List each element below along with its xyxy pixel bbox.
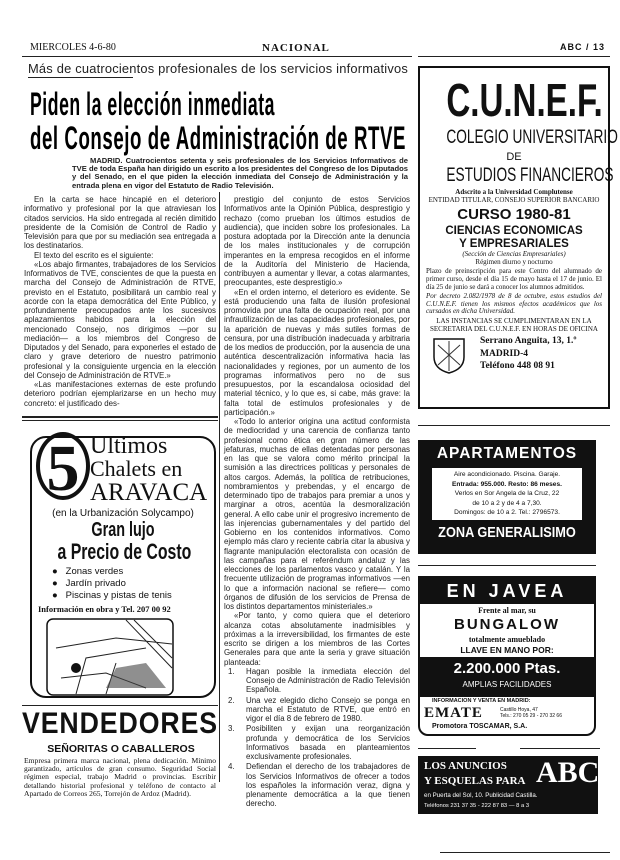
- ad-separator: [22, 416, 218, 418]
- cunef-address-block: [480, 335, 577, 373]
- ad-separator: [418, 748, 476, 749]
- article-kicker: Más de cuatrocientos profesionales de los servicios informativos: [28, 61, 408, 76]
- paragraph: «En el orden interno, el deterioro es evidente. Se está produciendo una falta de ilusión profesional promovida por una falta de ocupación real, por una infrautilización de las capacidades profesionales, por la aparición de nuevas y más sutiles formas de censura, por una distribución inadecuada y arbitraria de los medios de producción, por la ausencia de una auténtica descentralización informativa hacia las nacionalidades y regiones, por un aumento de los programas informativos pero no de sus presupuestos, por la escandalosa ociosidad del material técnico, y lo que es, si cabe, más grave: la falta total de estímulos profesionales y de participación.»: [224, 287, 410, 417]
- cunef-regimen: Régimen diurno y nocturno: [475, 257, 553, 266]
- ad-separator: [22, 705, 218, 706]
- list-item: 1. Hagan posible la inmediata elección del Consejo de Administración de Radio Televisión Española.: [228, 666, 410, 695]
- location-map-image: [46, 618, 174, 696]
- apartamentos-ad: [418, 440, 596, 554]
- paragraph: «Las manifestaciones externas de este profundo deterioro podrían ejemplarizarse en un hecho muy concreto: el justificado des-: [24, 380, 216, 408]
- list-item: 3. Posibiliten y exijan una reorganización profunda y democrática de los Servicios Informativos basada en planteamientos exclusivamente profesionales.: [228, 724, 410, 761]
- abc-anuncios-ad: [418, 756, 598, 814]
- cunef-phone: Teléfono 448 08 91: [480, 361, 555, 372]
- cunef-address: Serrano Anguita, 13, 1.º: [480, 336, 577, 347]
- ad-subtitle: (en la Urbanización Solycampo): [52, 508, 194, 519]
- headline-line2: del Consejo de Administración de RTVE: [30, 120, 406, 156]
- section-name: NACIONAL: [262, 42, 330, 54]
- abc-ad-address: en Puerta del Sol, 10. Publicidad Castilla.: [424, 792, 538, 799]
- paragraph: El texto del escrito es el siguiente:: [34, 250, 154, 260]
- paragraph: «Todo lo anterior origina una actitud conformista de mediocridad y una carencia de confianza tanto profesional como ética en gran número de las jefaturas, muchas de ellas detentadas por personas en las que se valora como mérito principal la sumisión a las directrices políticas y personales de altos cargos. Además, la política de retribuciones, nombramientos y prebendas, y el encargo de determinado tipo de trabajos para premiar a unos y marginar a otros, acentúa la desmoralización general. A ello cabe unir el progresivo incremento de las injerencias gubernamentales y del partido del Gobierno en los contenidos informativos. Como ejemplo más claro y reciente cabría citar la abusiva y flagrante manipulación electoralista con ocasión de las campañas para el referéndum andaluz y las elecciones de los parlamentos vasco y catalán. Y la frecuente utilización de programas informativos —en lo que a información nacional se refiere— como órganos de difusión de los servicios de Prensa de los distintos departamentos ministeriales.»: [224, 417, 410, 611]
- abc-ad-phones: Teléfonos 231 37 35 - 222 87 83 — 8 a 3: [424, 803, 530, 809]
- mate-logo: EMATE: [424, 705, 483, 721]
- abc-ad-line: Y ESQUELAS PARA: [424, 775, 526, 787]
- abc-ad-line: LOS ANUNCIOS: [424, 760, 507, 772]
- article-column-2: [224, 195, 410, 809]
- javea-bungalow: BUNGALOW: [454, 616, 560, 633]
- vendedores-subtitle: SEÑORITAS O CABALLEROS: [47, 743, 195, 755]
- cunef-contact-row: [426, 335, 602, 375]
- cunef-entidad: ENTIDAD TITULAR, CONSEJO SUPERIOR BANCARIO: [428, 195, 600, 204]
- cunef-line: ESTUDIOS FINANCIEROS: [446, 165, 614, 186]
- paragraph: prestigio del conjunto de estos Servicios Informativos ante la Opinión Pública, desprestigio y rechazo (como prueban los últimos estudios de audiencia), que inciden sobre los profesionales. La postura adoptada por la Dirección ante la denuncia de los males institucionales y de corrupción imperantes en la empresa recogidos en el informe de la Auditoría del Ministerio de Hacienda, contribuyen a aumentar y llevar, a cotas alarmantes, preocupantes, este desprestigio.»: [224, 195, 410, 288]
- ad-separator: [22, 420, 218, 421]
- headline-line1: Piden la elección inmediata: [30, 86, 276, 122]
- list-item: 4. Defiendan el derecho de los trabajadores de los Servicios Informativos de ofrecer a todos los españoles la información veraz, digna y plenamente democrática a la que tienen derecho.: [228, 762, 410, 809]
- cunef-plazo: Plazo de preinscripción para este Centro del alumnado de primer curso, desde el día 15 de mayo hasta el 17 de junio. El día 25 de junio se dará a conocer los alumnos admitidos.: [426, 267, 602, 291]
- ad-separator: [520, 748, 600, 749]
- cunef-line: COLEGIO UNIVERSITARIO: [446, 127, 618, 148]
- javea-line: LLAVE EN MANO POR:: [460, 645, 554, 655]
- aravaca-chalets-ad: [30, 432, 216, 698]
- cunef-curso: CURSO 1980-81: [457, 206, 571, 224]
- javea-title: EN JAVEA: [420, 578, 594, 604]
- cunef-seccion: (Sección de Ciencias Empresariales): [462, 250, 566, 259]
- ad-number: 5: [36, 432, 90, 500]
- javea-info: INFORMACION Y VENTA EN MADRID:: [432, 698, 531, 704]
- ad-line: Chalets en: [90, 456, 183, 481]
- vendedores-title: VENDEDORES: [22, 707, 218, 740]
- javea-line: Frente al mar, su: [478, 606, 536, 615]
- demands-list: [224, 667, 410, 809]
- javea-price: 2.200.000 Ptas.: [453, 660, 561, 677]
- ad-slogan: a Precio de Costo: [57, 539, 192, 564]
- ad-separator: [418, 565, 596, 566]
- cunef-ciencias: CIENCIAS ECONOMICAS: [445, 225, 583, 238]
- footer-rule: [440, 852, 610, 853]
- cunef-ad: [418, 66, 618, 409]
- javea-line: totalmente amueblado: [468, 635, 546, 644]
- javea-promotor: Promotora TOSCAMAR, S.A.: [432, 723, 528, 730]
- javea-price-band: [420, 657, 594, 697]
- issue-date: MIERCOLES 4-6-80: [30, 42, 116, 53]
- header-rule: [22, 56, 412, 57]
- javea-facilidades: AMPLIAS FACILIDADES: [462, 680, 552, 689]
- column-divider: [219, 192, 220, 782]
- apartamentos-details: Aire acondicionado. Piscina. Garaje. Entrada: 955.000. Resto: 86 meses. Verlos en Sor Angela de la Cruz, 22 de 10 a 2 y de 4 a 7,30. Domingos: de 10 a 2. Tel.: 2796573.: [432, 468, 582, 520]
- list-item: ● Jardín privado: [52, 578, 126, 589]
- header-rule: [418, 56, 610, 57]
- paragraph: En la carta se hace hincapié en el deterioro informativo y profesional por la que atraviesan los citados servicios. Ha sido entregada al recién dimitido presidente de la Comisión de Control de Radio y Televisión para que por su mediación sea entregada a los destinatarios.: [24, 195, 216, 251]
- list-item: ● Piscinas y pistas de tenis: [52, 590, 172, 601]
- cunef-line: DE: [506, 151, 522, 163]
- abc-logo: ABC: [536, 756, 600, 789]
- cunef-city: MADRID-4: [480, 348, 529, 359]
- apartamentos-footer: ZONA GENERALISIMO: [438, 524, 576, 541]
- cunef-adscrito: Adscrito a la Universidad Complutense: [455, 188, 573, 196]
- kicker-underline: [28, 77, 133, 78]
- ad-bullets: [52, 566, 172, 602]
- paragraph: «Los abajo firmantes, trabajadores de los Servicios Informativos de TVE, conscientes de que la puesta en marcha del Consejo de Administración de RTVE, previsto en el Estatuto, posibilitará un cambio real y acorde con la etapa democrática del Ente Público, y profundamente preocupados ante los sucesivos aplazamientos habidos para la elección del mencionado Consejo, nos dirigimos —por su mediación— a los miembros del Congreso de Diputados y del Senado, para exponerles el estado de claro y grave deterioro de nuestro patrimonio profesional y la consiguiente urgencia en la elección del Consejo de Administración de RTVE.»: [24, 259, 216, 380]
- cunef-decreto: Por decreto 2.082/1978 de 8 de octubre, estos estudios del C.U.N.E.F. tienen los mismos efectos académicos que los cursados en dicha Universidad.: [426, 292, 602, 316]
- ad-line: ARAVACA: [90, 479, 208, 506]
- cunef-details: [426, 189, 602, 377]
- ad-slogan: Gran lujo: [91, 519, 155, 541]
- list-item: 2. Una vez elegido dicho Consejo se ponga en marcha el Estatuto de RTVE, que entró en vigor el día 8 de febrero de 1980.: [228, 695, 410, 723]
- cunef-crest-icon: [430, 335, 468, 375]
- ad-line: Ultimos: [90, 433, 168, 459]
- ad-info: Información en obra y Tel. 207 00 92: [38, 604, 171, 614]
- paragraph: «Por tanto, y como quiera que el deterioro alcanza cotas absolutamente inadmisibles y próximas a la irreversibilidad, los firmantes de este escrito se dirigen a los miembros de las Cortes Generales para que ante la seria y grave situación planteada:: [224, 611, 410, 667]
- list-item: ● Zonas verdes: [52, 566, 124, 577]
- page-number: ABC / 13: [560, 42, 606, 52]
- article-lead: MADRID. Cuatrocientos setenta y seis profesionales de los Servicios Informativos de TVE de toda España han dirigido un escrito a los presidentes del Congreso de los Diputados y del Senado, en el que piden la elección inmediata del Consejo de Administración y la entrada plena en vigor del Estatuto de Radio Televisión.: [72, 156, 408, 190]
- ad-separator: [418, 425, 610, 426]
- cunef-title: C.U.N.E.F.: [446, 74, 603, 126]
- cunef-ciencias: Y EMPRESARIALES: [459, 238, 569, 251]
- cunef-instancias: LAS INSTANCIAS SE CUMPLIMENTARAN EN LA SECRETARIA DEL C.U.N.E.F. EN HORAS DE OFICINA: [430, 316, 598, 333]
- vendedores-body: Empresa primera marca nacional, plena dedicación. Mínimo garantizado, artículos de gran consumo. Seguridad Social régimen especial, trabajo Madrid o provincias. Escribir detallando historial profesional y teléfono de contacto al Apartado de Correos 265, Torrejón de Ardoz (Madrid).: [24, 756, 216, 798]
- article-column-1: [24, 195, 216, 409]
- javea-bungalow-ad: [418, 576, 596, 736]
- javea-contact: Castillo Hoya, 47 Tels.: 270 05 29 - 270 32 66: [500, 707, 562, 719]
- apartamentos-title: APARTAMENTOS: [436, 445, 578, 462]
